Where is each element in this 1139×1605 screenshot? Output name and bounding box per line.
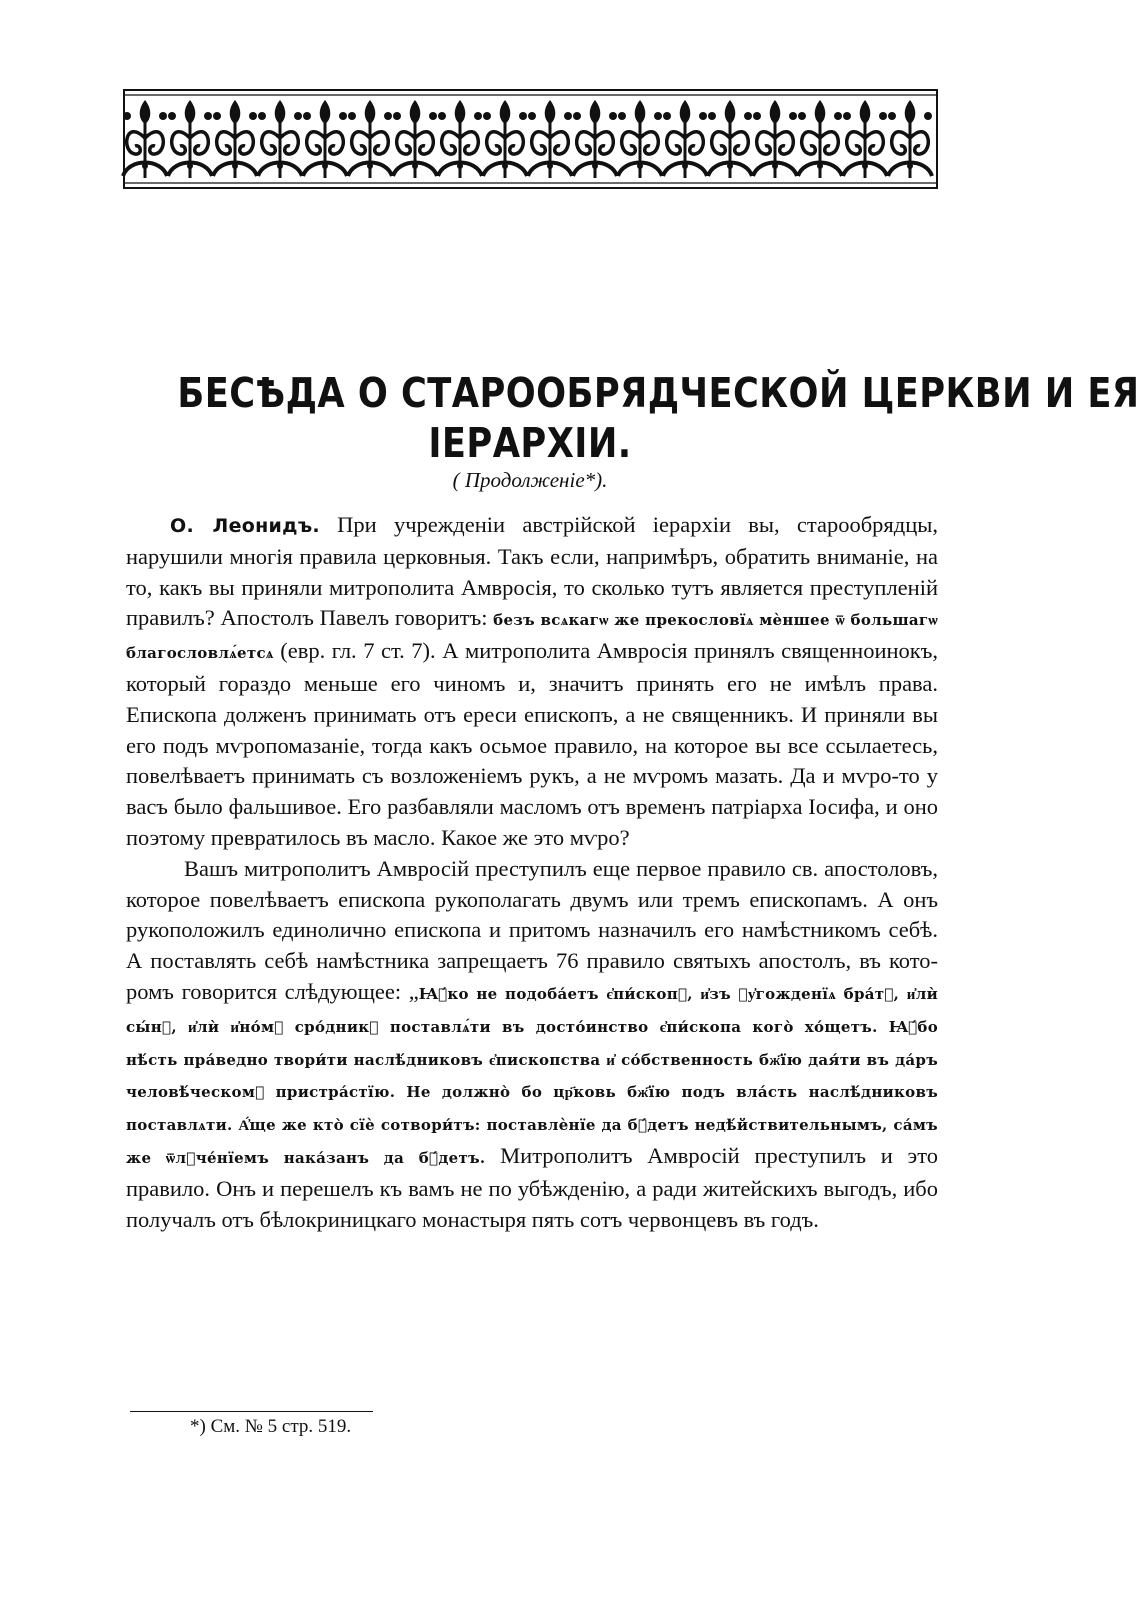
- paragraph-2-text-a: Вашъ митрополитъ Амвросій преступилъ еще первое правило св. апостоловъ, которое повелѣваетъ епископа рукополагать двумъ или тремъ епископамъ. А онъ рукоположилъ единолично епископа и притомъ назначилъ его намѣстникомъ себѣ. А поставлять себѣ намѣстника запрещаетъ 76 правило святыхъ апостолъ, въ которомъ говорится слѣдующее: „: [126, 855, 938, 1004]
- paragraph-2: [126, 854, 938, 1236]
- footnote: *) См. № 5 стр. 519.: [190, 1416, 352, 1437]
- ornamental-header-band: [123, 88, 938, 190]
- church-slavonic-quote-1: безъ всѧкагѡ же прекословїѧ мѐншее ѿ большагѡ благословлѧ́етсѧ: [126, 611, 938, 663]
- speaker-name: О. Леонидъ.: [170, 515, 320, 537]
- subtitle-continuation: ( Продолженіе*).: [452, 468, 608, 492]
- church-slavonic-quote-2: Ꙗ҆́ко не подоба́етъ є҆пи́скопꙋ, и҆зъ ᲂу҆гожденїѧ бра́тꙋ, и҆лѝ сы́нꙋ, и҆лѝ и҆но́мꙋ сро́дникꙋ поставлѧ́ти въ досто́инство є҆пи́скопа кого̀ хо́щетъ. Ꙗ҆́бо нѣ́сть пра́ведно твори́ти наслѣ́дниковъ є҆пископства и҆ со́бственность бж҃їю дая́ти въ да́ръ человѣ́ческомꙋ пристра́стїю. Не должно̀ бо цр҃ковь бж҃їю подъ вла́сть наслѣ́дниковъ поставлѧти. А҆́ще же кто̀ сїѐ сотвори́тъ: поставлѐнїе да бꙋ́детъ недѣ́йствительнымъ, са́мъ же ѿлꙋче́нїемъ нака́занъ да бꙋ́детъ.: [126, 984, 938, 1167]
- ornament-graphic: [123, 88, 938, 190]
- article-title: [177, 368, 1139, 468]
- paragraph-1-text-a: При учрежденіи австрійской іерархіи вы, старообрядцы, нарушили многія правила церковныя. Такъ если, напримѣръ, обратить вниманіе, на то, какъ вы приняли митрополита Амвросія, то сколько тутъ является преступленій правилъ? Апостолъ Павелъ говоритъ:: [126, 512, 938, 631]
- paragraph-1: [126, 510, 938, 854]
- title-line-2: ІЕРАРХІИ.: [428, 419, 632, 467]
- paragraph-1-text-b: (евр. гл. 7 ст. 7). А митрополита Амвросія принялъ священноинокъ, который гораздо меньше его чиномъ и, значитъ принять его не имѣлъ права. Епископа долженъ принимать отъ ереси епископъ, а не священникъ. И приняли вы его подъ мѵропомазаніе, тогда какъ осьмое правило, на которое вы все ссылаетесь, повелѣваетъ принимать съ возложеніемъ рукъ, а не мѵромъ мазать. Да и мѵро-то у васъ было фальшивое. Его разбавляли масломъ отъ временъ патріарха Іосифа, и оно поэтому превратилось въ масло. Какое же это мѵро?: [126, 638, 938, 850]
- footnote-rule: [130, 1411, 373, 1412]
- article-body: [126, 510, 938, 1235]
- title-line-1: БЕСѢДА О СТАРООБРЯДЧЕСКОЙ ЦЕРКВИ И ЕЯ: [177, 369, 1139, 417]
- paragraph-2-text-b: Митрополитъ Амвросій преступилъ и это правило. Онъ и перешелъ къ вамъ не по убѣжденію, а ради житейскихъ выгодъ, ибо получалъ отъ бѣлокриницкаго монастыря пять сотъ червонцевъ въ годъ.: [126, 1142, 938, 1232]
